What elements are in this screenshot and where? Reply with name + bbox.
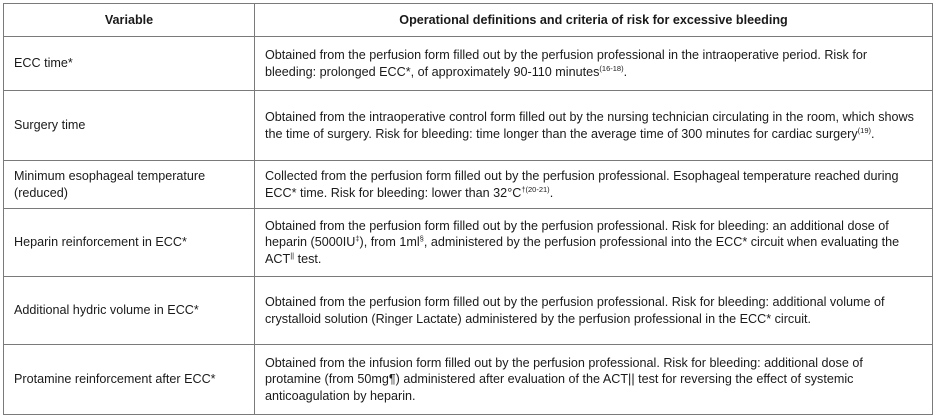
header-definition: Operational definitions and criteria of risk for excessive bleeding — [255, 4, 933, 37]
definition-text: Obtained from the intraoperative control form filled out by the nursing technician circulating in the room, which shows the time of surgery. Risk for bleeding: time longer than the average time of 300 minutes for cardiac surgery — [265, 110, 914, 141]
definition-text: . — [623, 64, 628, 79]
definition-text: Obtained from the perfusion form filled out by the perfusion professional in the intraoperative period. Risk for bleeding: prolonged ECC*, of approximately 90-110 minutes — [265, 48, 868, 79]
definition-text: . — [549, 185, 554, 200]
definition-text: Obtained from the infusion form filled out by the perfusion professional. Risk for bleeding: additional dose of protamine (from 50mg¶) administered after evaluation of the ACT|| test for reversing the effect of systemic anticoagulation by heparin. — [265, 355, 863, 403]
variable-cell: Minimum esophageal temperature (reduced) — [4, 161, 255, 209]
variable-cell: Surgery time — [4, 91, 255, 161]
definition-text: Obtained from the perfusion form filled out by the perfusion professional. Risk for bleeding: an additional dose of heparin (5000IU — [265, 218, 889, 250]
reference-superscript: †(20-21) — [521, 184, 550, 194]
table-row — [4, 161, 933, 209]
variable-cell: Protamine reinforcement after ECC* — [4, 345, 255, 415]
reference-superscript: (19) — [857, 125, 872, 135]
definition-text: Obtained from the perfusion form filled out by the perfusion professional. Risk for bleeding: additional volume of crystalloid solution (Ringer Lactate) administered by the perfusion professional in the ECC* circuit. — [265, 295, 885, 326]
variable-cell: Additional hydric volume in ECC* — [4, 277, 255, 345]
definition-cell — [255, 277, 933, 345]
table-row — [4, 277, 933, 345]
definition-text: , administered by the perfusion professional into the ECC* circuit when evaluating the ACT — [265, 235, 900, 266]
definition-cell — [255, 37, 933, 91]
table-row — [4, 37, 933, 91]
variable-cell: Heparin reinforcement in ECC* — [4, 209, 255, 277]
definition-cell — [255, 91, 933, 161]
table-row — [4, 209, 933, 277]
header-row — [4, 4, 933, 37]
definition-cell — [255, 209, 933, 277]
reference-superscript: ‡ — [355, 234, 360, 244]
definition-text: Collected from the perfusion form filled out by the perfusion professional. Esophageal temperature reached during ECC* time. Risk for bleeding: lower than 32°C — [265, 169, 899, 200]
definition-text: ), from 1ml — [359, 235, 420, 250]
definition-text: . — [871, 126, 875, 141]
definition-text: test. — [294, 251, 322, 266]
definition-cell — [255, 161, 933, 209]
reference-superscript: § — [419, 234, 424, 244]
table-row — [4, 91, 933, 161]
variable-cell: ECC time* — [4, 37, 255, 91]
table-row — [4, 345, 933, 415]
header-variable: Variable — [4, 4, 255, 37]
definition-cell — [255, 345, 933, 415]
reference-superscript: || — [290, 250, 295, 260]
bleeding-risk-table — [3, 3, 933, 415]
reference-superscript: (16-18) — [599, 63, 624, 73]
